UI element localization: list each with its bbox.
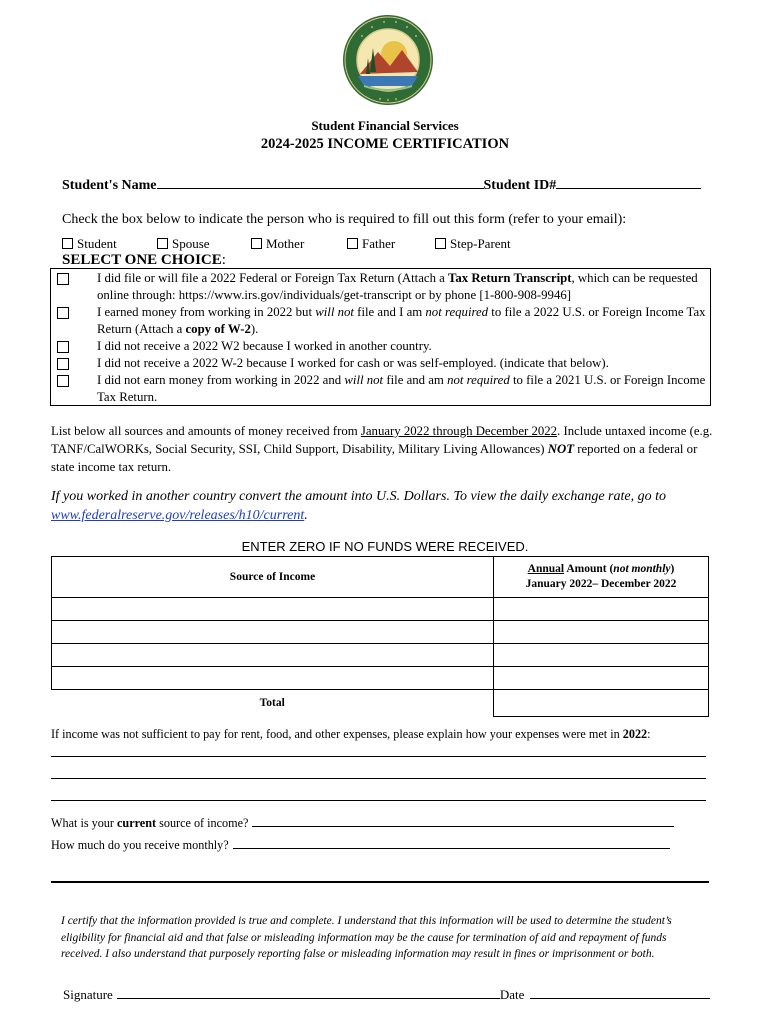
choice-spouse[interactable] (157, 236, 210, 252)
select-one-colon: : (221, 252, 226, 268)
option-text-run: I did not receive a 2022 W-2 because I worked for cash or was self-employed. (indicate that below). (97, 356, 609, 370)
sources-paragraph (51, 422, 721, 476)
amount-input[interactable] (494, 621, 709, 644)
option-2-checkbox[interactable] (57, 307, 69, 319)
option-text-run: copy of W-2 (185, 322, 251, 336)
amount-column-header (494, 557, 709, 598)
option-5-text (97, 372, 707, 406)
option-text-run: file and I am (353, 305, 426, 319)
option-text-run: will not (344, 373, 384, 387)
source-input[interactable] (52, 644, 494, 667)
explain-year: 2022 (622, 727, 648, 741)
option-text-run: I did not receive a 2022 W2 because I worked in another country. (97, 339, 432, 353)
option-text-run: I did not earn money from working in 2022 and (97, 373, 345, 387)
option-text-run: ). (250, 322, 259, 336)
choice-student[interactable] (62, 236, 117, 252)
option-text-run: I earned money from working in 2022 but (97, 305, 316, 319)
amount-annual: Annual (527, 563, 565, 575)
table-row (52, 598, 709, 621)
choice-mother[interactable] (251, 236, 304, 252)
option-text-run: not required (425, 305, 489, 319)
question-bold: current (117, 816, 157, 830)
monthly-text: How much do you receive monthly? (51, 838, 229, 852)
explain-line-1[interactable] (51, 756, 706, 757)
form-title: 2024-2025 INCOME CERTIFICATION (260, 136, 510, 152)
choice-step-parent[interactable] (435, 236, 511, 252)
explain-prompt (51, 727, 651, 742)
source-input[interactable] (52, 621, 494, 644)
current-source-question (51, 816, 674, 831)
select-one-label: SELECT ONE CHOICE (62, 252, 222, 268)
explain-text: If income was not sufficient to pay for rent, food, and other expenses, please explain how your expenses were met in (51, 727, 623, 741)
student-id-field[interactable] (556, 187, 701, 189)
source-column-header: Source of Income (52, 557, 494, 598)
signature-field[interactable] (117, 997, 500, 999)
total-amount-input[interactable] (494, 690, 709, 717)
explain-line-3[interactable] (51, 800, 706, 801)
option-1-checkbox[interactable] (57, 273, 69, 285)
source-input[interactable] (52, 667, 494, 690)
option-4-text (97, 355, 707, 372)
amount-input[interactable] (494, 598, 709, 621)
sources-period: January 2022 through December 2022 (360, 424, 558, 438)
option-text-run: to file a 2021 U.S. or Foreign Income Tax Return. (97, 373, 706, 404)
amount-input[interactable] (494, 667, 709, 690)
option-text-run: , which can be requested online through: https://www.irs.gov/individuals/get-transcript or by phone [1-800-908-9946] (97, 271, 698, 302)
student-name-field[interactable] (157, 187, 484, 189)
table-row (52, 667, 709, 690)
option-4-checkbox[interactable] (57, 358, 69, 370)
amount-not-monthly: not monthly (613, 563, 671, 575)
select-one-heading (62, 252, 226, 269)
option-3-checkbox[interactable] (57, 341, 69, 353)
student-info-row (62, 178, 701, 194)
amount-word: Amount ( (564, 563, 614, 575)
monthly-amount-field[interactable] (233, 847, 670, 849)
certification-statement: I certify that the information provided is true and complete. I understand that this information will be used to determine the student’s eligibility for financial aid and that false or misleading information may be the cause for termination of aid and repayment of funds received. I also understand that purposely reporting false or misleading information may result in fines or imprisonment or both. (61, 915, 672, 960)
instruction-text: Check the box below to indicate the person who is required to fill out this form (refer to your email): (62, 212, 627, 227)
sources-not: NOT (547, 442, 575, 456)
choice-label: Mother (266, 236, 305, 251)
signature-label: Signature (63, 987, 113, 1002)
option-5-checkbox[interactable] (57, 375, 69, 387)
sources-text-3: reported on a federal or state income tax return. (51, 442, 698, 474)
total-label: Total (259, 697, 285, 710)
foreign-note-end: . (304, 508, 308, 523)
option-3-text (97, 338, 707, 355)
section-divider (51, 881, 709, 883)
signature-row (63, 987, 710, 1003)
option-text-run: Tax Return Transcript (448, 271, 572, 285)
choice-label: Father (362, 236, 396, 251)
sources-text-2: . Include untaxed income (e.g. TANF/CalWORKs, Social Security, SSI, Child Support, Disability, Military Living Allowances) (51, 424, 713, 456)
checkbox-icon[interactable] (347, 238, 358, 249)
option-1-text (97, 270, 707, 304)
option-2-text (97, 304, 707, 338)
checkbox-icon[interactable] (251, 238, 262, 249)
explain-line-2[interactable] (51, 778, 706, 779)
amount-input[interactable] (494, 644, 709, 667)
amount-close: ) (670, 563, 675, 575)
checkbox-icon[interactable] (157, 238, 168, 249)
date-label: Date (499, 987, 525, 1002)
choice-label: Spouse (172, 236, 210, 251)
choice-label: Student (77, 236, 117, 251)
option-text-run: file and am (383, 373, 448, 387)
zero-note: ENTER ZERO IF NO FUNDS WERE RECEIVED. (241, 539, 529, 554)
sources-text-1: List below all sources and amounts of money received from (51, 424, 361, 438)
date-field[interactable] (530, 997, 710, 999)
foreign-note-text: If you worked in another country convert the amount into U.S. Dollars. To view the daily exchange rate, go to (51, 489, 666, 504)
amount-period: January 2022– December 2022 (525, 578, 677, 590)
student-id-label: Student ID# (483, 178, 557, 193)
federal-reserve-link[interactable]: www.federalreserve.gov/releases/h10/current (51, 508, 305, 523)
table-row (52, 621, 709, 644)
explain-end: : (647, 727, 651, 741)
choice-father[interactable] (347, 236, 395, 252)
monthly-question (51, 838, 670, 853)
department-heading: Student Financial Services (311, 118, 459, 133)
foreign-note (51, 487, 731, 525)
option-text-run: will not (315, 305, 354, 319)
question-text-end: source of income? (156, 816, 249, 830)
checkbox-icon[interactable] (62, 238, 73, 249)
current-source-field[interactable] (252, 825, 674, 827)
income-table (51, 556, 709, 717)
college-seal-icon (342, 14, 434, 106)
option-text-run: not required (447, 373, 510, 387)
question-text: What is your (51, 816, 118, 830)
table-row (52, 644, 709, 667)
checkbox-icon[interactable] (435, 238, 446, 249)
choice-label: Step-Parent (450, 236, 511, 251)
option-text-run: I did file or will file a 2022 Federal or Foreign Tax Return (Attach a (97, 271, 449, 285)
source-input[interactable] (52, 598, 494, 621)
student-name-label: Student's Name (62, 178, 157, 193)
person-choices (62, 236, 582, 252)
option-text-run: to file a 2022 U.S. or Foreign Income Tax Return (Attach a (97, 305, 706, 336)
